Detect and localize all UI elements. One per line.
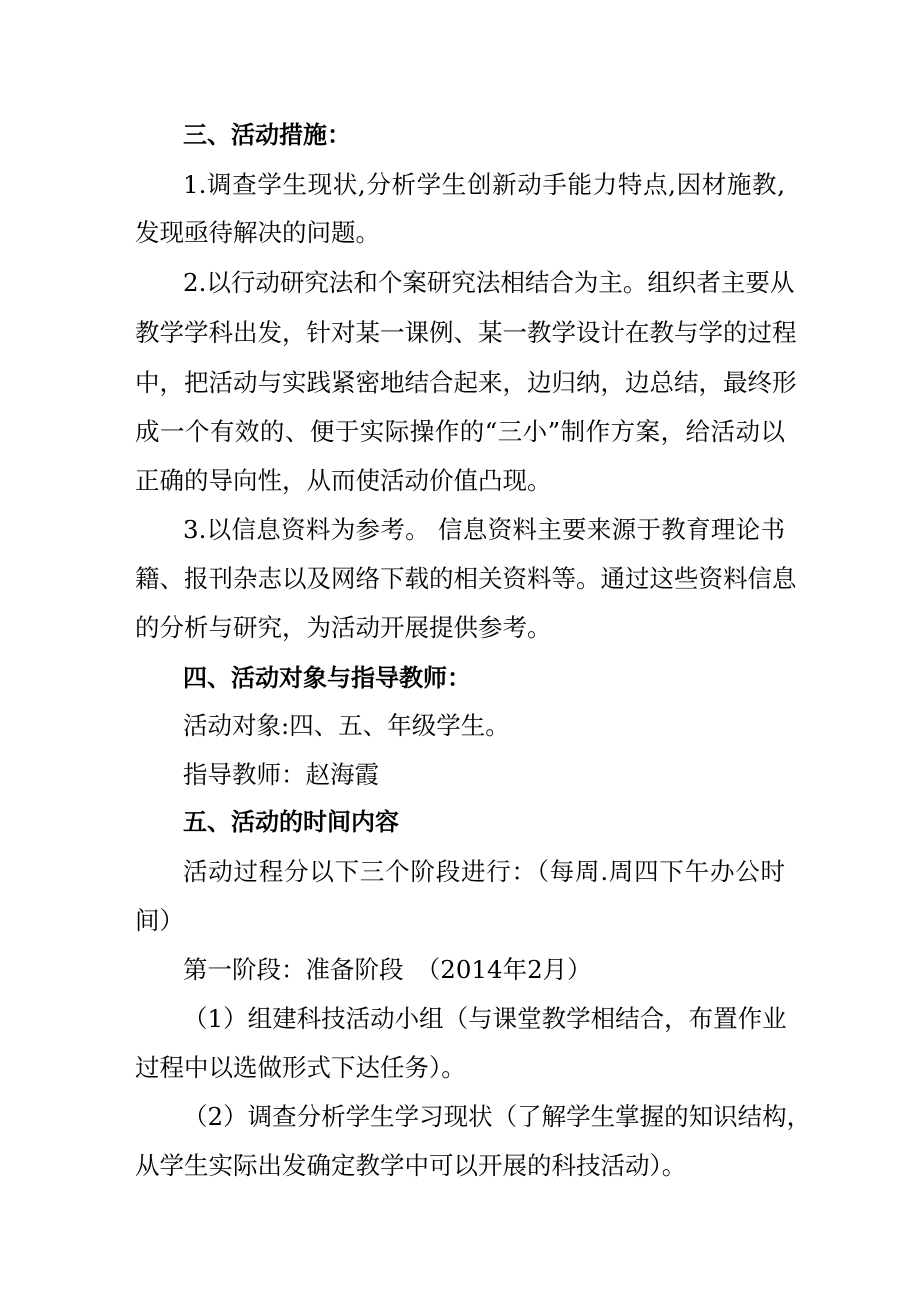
paragraph-line: 1.调查学生现状,分析学生创新动手能力特点,因材施教,	[183, 170, 785, 199]
paragraph-line: 发现亟待解决的问题。	[135, 218, 380, 247]
paragraph-line: 中，把活动与实践紧密地结合起来，边归纳，边总结，最终形	[135, 368, 797, 397]
paragraph-line: 的分析与研究，为活动开展提供参考。	[135, 613, 552, 642]
section-heading-measures: 三、活动措施：	[183, 121, 351, 149]
paragraph-line: （1）组建科技活动小组（与课堂教学相结合，布置作业	[183, 1004, 787, 1033]
paragraph-line: 活动对象:四、五、年级学生。	[183, 711, 510, 740]
paragraph-line: 籍、报刊杂志以及网络下载的相关资料等。通过这些资料信息	[135, 564, 797, 593]
paragraph-line: 正确的导向性，从而使活动价值凸现。	[135, 466, 552, 495]
paragraph-line: 成一个有效的、便于实际操作的“三小”制作方案，给活动以	[135, 417, 785, 446]
paragraph-line: 2.以行动研究法和个案研究法相结合为主。组织者主要从	[183, 268, 795, 297]
paragraph-line: 第一阶段：准备阶段 （2014年2月）	[183, 955, 592, 984]
paragraph-line: 3.以信息资料为参考。 信息资料主要来源于教育理论书	[183, 515, 785, 544]
paragraph-line: （2）调查分析学生学习现状（了解学生掌握的知识结构，	[183, 1102, 812, 1131]
paragraph-line: 教学学科出发，针对某一课例、某一教学设计在教与学的过程	[135, 318, 797, 347]
paragraph-line: 间）	[135, 906, 184, 935]
section-heading-time-content: 五、活动的时间内容	[183, 808, 399, 836]
paragraph-line: 活动过程分以下三个阶段进行：（每周.周四下午办公时	[183, 857, 785, 886]
section-heading-targets-teachers: 四、活动对象与指导教师：	[183, 664, 471, 692]
paragraph-line: 从学生实际出发确定教学中可以开展的科技活动）。	[135, 1151, 687, 1180]
paragraph-line: 指导教师：赵海霞	[183, 760, 379, 789]
paragraph-line: 过程中以选做形式下达任务）。	[135, 1053, 466, 1082]
